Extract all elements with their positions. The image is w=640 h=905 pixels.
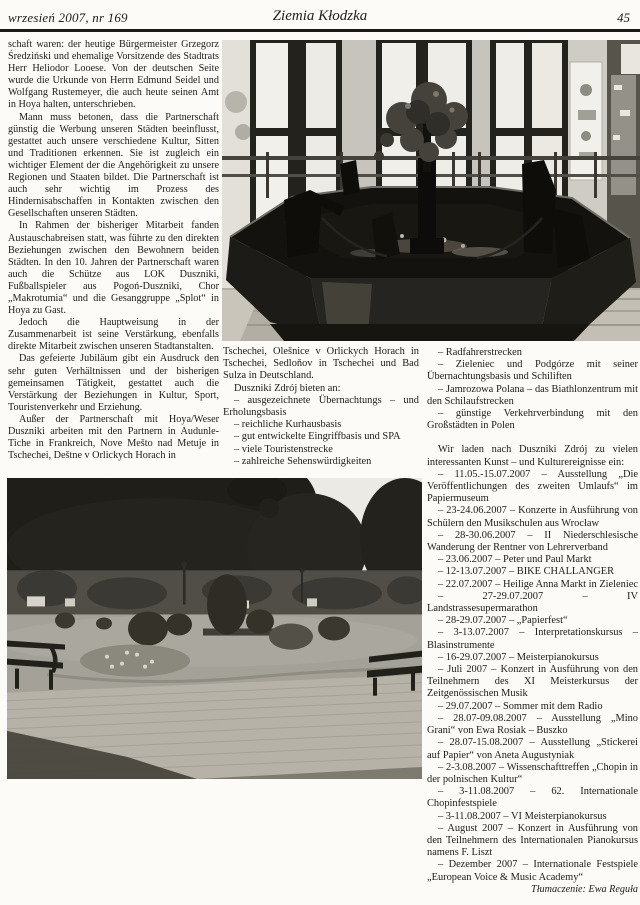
paragraph: Tschechei, Olešnice v Orlickych Horach in Tschechei, Sedloňov in Tschechei und Bad Sulza in Deutschland.: [223, 346, 419, 382]
left-column: [8, 39, 219, 462]
event-item: – Dezember 2007 – Internationale Festspiele „European Voice & Music Academy“: [427, 859, 638, 883]
event-item: – 16-29.07.2007 – Meisterpianokursus: [438, 651, 599, 663]
list-item: – reichliche Kurhausbasis: [234, 419, 342, 431]
fountain-photo: [222, 40, 640, 341]
event-item: – 27-29.07.2007 – IV Landstrassesupermarathon: [427, 590, 638, 615]
event-item: – 12-13.07.2007 – BIKE CHALLANGER: [438, 566, 615, 578]
paragraph: schaft waren: der heutige Bürgermeister Grzegorz Średziński und ehemalige Vorsitzende des Stadtrats Herr Heliodor Looese. Von der deutschen Seite wurde die Urkunde von Herrn Edmund Seidel und Wolfgang Rustemeyer, die auch heute seinen Amt in Hoya halten, unterschrieben.: [8, 39, 219, 111]
paragraph: Das gefeierte Jubiläum gibt ein Ausdruck den sehr guten Verhältnissen und der bisherigen gemeinsamen Tätigkeit, gestattet auch die Verstärkung der Beziehungen in Kultur, Sport, Touristenverkehr und Erziehung.: [8, 353, 219, 413]
paragraph: In Rahmen der bisheriger Mitarbeit fanden Austauschabreisen statt, was führte zu den direkten Beziehungen zwischen den Bewohnern beiden Städten. In den 10. Jahren der Partnerschaft waren auch die Schütze aus LOK Duszniki, Fußballspieler aus Pogoń-Duszniki, Chor „Makrotumia“ und die Gesanggruppe „Splot“ in Hoya zu Gast.: [8, 220, 219, 317]
journal-title: Ziemia Kłodzka: [272, 8, 368, 24]
list-item: – Jamrozowa Polana – das Biathlonzentrum mit den Schilaufstrecken: [427, 383, 638, 407]
event-item: – 3-11.08.2007 – VI Meisterpianokursus: [438, 810, 607, 822]
event-item: – 22.07.2007 – Heilige Anna Markt in Zieleniec: [438, 578, 638, 590]
park-photo: [7, 478, 422, 779]
fountain-photo-graphic: [222, 40, 640, 341]
event-item: – Juli 2007 – Konzert in Ausführung von den Teilnehmern des XI Meisterkursus der Zeitgenössischen Musik: [427, 664, 638, 700]
issue-label: wrzesień 2007, nr 169: [8, 10, 128, 25]
event-item: – 23-24.06.2007 – Konzerte in Ausführung von Schülern den Musikschulen aus Wrocław: [427, 505, 638, 529]
event-item: – August 2007 – Konzert in Ausführung von den Teilnehmern des Internationalen Pianokursus namens F. Liszt: [427, 822, 638, 859]
paragraph: Mann muss betonen, dass die Partnerschaft günstig die Werbung unseren Städten beeinflusst, gestattet auch unsere verschiedene Kultur, Sitten und Traditionen erkennen. Sie ist zugleich ein wichtiger Element der die Angehörigkeit zu unsere Regionen und Staaten bildet. Die Partnerschaft ist auch sehr wichtig im Prozess des Hindernisabschaffen in Kontakten zwischen den Gesellschaften unseren Städten.: [8, 111, 219, 220]
event-item: – 28.07-09.08.2007 – Ausstellung „Mino Grani“ von Ewa Rosiak – Buszko: [427, 712, 638, 737]
event-item: – 28-30.06.2007 – II Niederschlesische Wanderung der Rentner von Lehrerverband: [427, 529, 638, 554]
event-item: – 28-29.07.2007 – „Papierfest“: [438, 615, 568, 627]
paragraph: Duszniki Zdrój bieten an:: [234, 382, 341, 394]
page-number: 45: [617, 10, 630, 25]
paragraph: Jedoch die Hauptweisung in der Zusammenarbeit ist seine Verstärkung, ebenfalls direkte Mitarbeit zwischen unseren Stadtanstalten.: [8, 317, 219, 353]
event-item: – 28.07-15.08.2007 – Ausstellung „Stickerei auf Papier“ von Aneta Augustyniak: [427, 737, 638, 761]
park-photo-graphic: [7, 478, 422, 779]
list-item: – günstige Verkehrverbindung mit den Großstädten in Polen: [427, 408, 638, 432]
event-item: – 2-3.08.2007 – Wissenschafttreffen „Chopin in der polnischen Kultur“: [427, 761, 638, 785]
event-item: – 3-11.08.2007 – 62. Internationale Chopinfestspiele: [427, 786, 638, 810]
middle-column: [223, 346, 419, 468]
right-column: [427, 347, 638, 896]
list-item: – Zieleniec und Podgórze mit seiner Übernachtungsbasis und Schiliften: [427, 359, 638, 383]
list-item: – gut entwickelte Eingriffbasis und SPA: [234, 431, 401, 443]
event-item: – 23.06.2007 – Peter und Paul Markt: [438, 554, 592, 566]
paragraph: Wir laden nach Duszniki Zdrój zu vielen interessanten Kunst – und Kulturereignisse ein:: [427, 444, 638, 468]
paragraph: Außer der Partnerschaft mit Hoya/Weser Duszniki arbeiten mit den Partnern in Audunle-Tiche in Frankreich, Nove Mešto nad Metuje in Tschechei, Deštne v Orlickych Horach in: [8, 413, 219, 462]
header-rule: [0, 29, 640, 32]
translation-credit: Tłumaczenie: Ewa Reguła: [531, 883, 638, 895]
list-item: – Radfahrerstrecken: [438, 347, 522, 358]
list-item: – zahlreiche Sehenswürdigkeiten: [234, 455, 372, 467]
list-item: – viele Touristenstrecke: [234, 443, 333, 455]
event-item: – 29.07.2007 – Sommer mit dem Radio: [438, 700, 603, 712]
page-header: [8, 8, 632, 28]
event-item: – 3-13.07.2007 – Interpretationskursus – Blasinstrumente: [427, 627, 638, 651]
list-item: – ausgezeichnete Übernachtungs – und Erholungsbasis: [223, 394, 419, 419]
event-item: – 11.05.-15.07.2007 – Ausstellung „Die Veröffentlichungen des zweiten Umlaufs“ im Papiermuseum: [427, 468, 638, 505]
